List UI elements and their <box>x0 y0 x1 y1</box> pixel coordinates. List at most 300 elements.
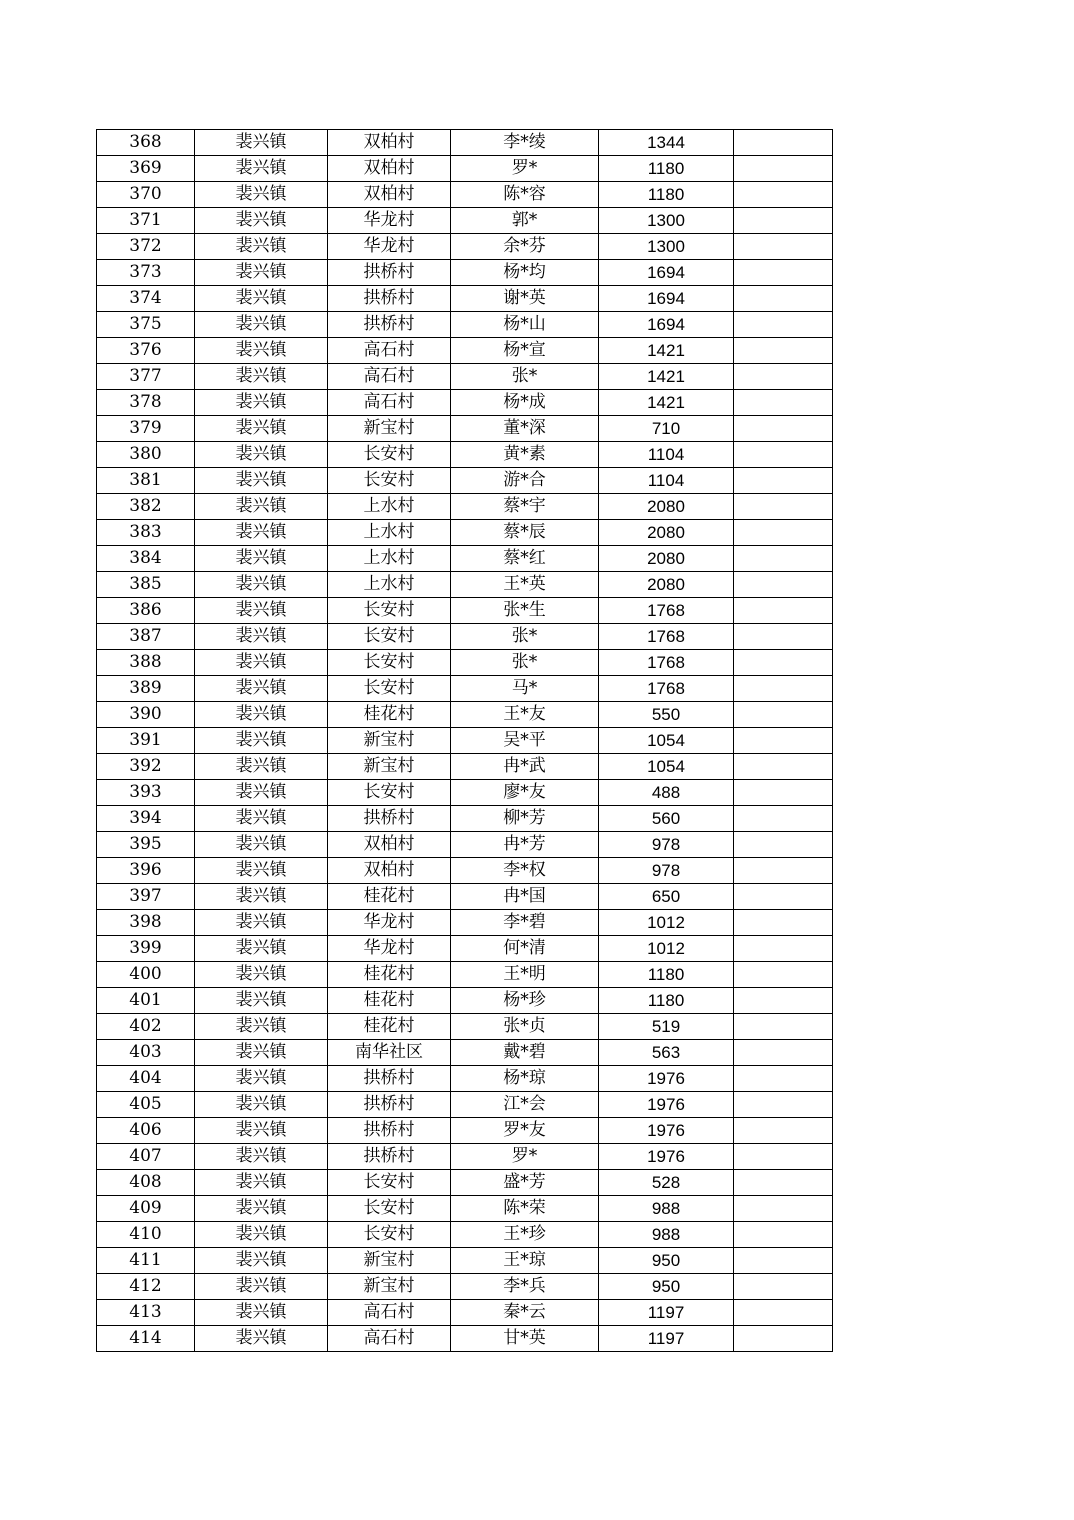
cell-serial-number: 386 <box>97 598 195 624</box>
cell-town: 裴兴镇 <box>195 676 328 702</box>
cell-serial-number: 378 <box>97 390 195 416</box>
cell-person-name: 廖*友 <box>451 780 599 806</box>
cell-note <box>734 1066 833 1092</box>
cell-person-name: 杨*成 <box>451 390 599 416</box>
cell-person-name: 柳*芳 <box>451 806 599 832</box>
cell-town: 裴兴镇 <box>195 182 328 208</box>
cell-note <box>734 858 833 884</box>
cell-amount: 988 <box>599 1222 734 1248</box>
cell-amount: 1421 <box>599 364 734 390</box>
cell-village: 拱桥村 <box>328 286 451 312</box>
table-row <box>97 1118 833 1144</box>
table-row <box>97 572 833 598</box>
cell-village: 高石村 <box>328 338 451 364</box>
cell-amount: 1768 <box>599 676 734 702</box>
cell-note <box>734 702 833 728</box>
cell-town: 裴兴镇 <box>195 832 328 858</box>
table-row <box>97 1066 833 1092</box>
cell-village: 长安村 <box>328 468 451 494</box>
cell-village: 新宝村 <box>328 728 451 754</box>
cell-serial-number: 384 <box>97 546 195 572</box>
cell-serial-number: 394 <box>97 806 195 832</box>
cell-amount: 1180 <box>599 962 734 988</box>
cell-serial-number: 377 <box>97 364 195 390</box>
cell-village: 拱桥村 <box>328 1118 451 1144</box>
cell-town: 裴兴镇 <box>195 468 328 494</box>
cell-serial-number: 368 <box>97 130 195 156</box>
cell-amount: 1104 <box>599 442 734 468</box>
table-row <box>97 624 833 650</box>
cell-note <box>734 832 833 858</box>
cell-person-name: 李*绫 <box>451 130 599 156</box>
cell-serial-number: 370 <box>97 182 195 208</box>
cell-person-name: 张*贞 <box>451 1014 599 1040</box>
cell-village: 高石村 <box>328 1326 451 1352</box>
cell-village: 高石村 <box>328 390 451 416</box>
table-row <box>97 546 833 572</box>
cell-town: 裴兴镇 <box>195 286 328 312</box>
table-row <box>97 1040 833 1066</box>
cell-amount: 1300 <box>599 234 734 260</box>
cell-village: 双柏村 <box>328 858 451 884</box>
cell-town: 裴兴镇 <box>195 1274 328 1300</box>
table-row <box>97 390 833 416</box>
cell-note <box>734 416 833 442</box>
cell-serial-number: 387 <box>97 624 195 650</box>
cell-note <box>734 884 833 910</box>
cell-amount: 950 <box>599 1274 734 1300</box>
table-row <box>97 1300 833 1326</box>
cell-village: 高石村 <box>328 364 451 390</box>
cell-serial-number: 385 <box>97 572 195 598</box>
cell-note <box>734 1300 833 1326</box>
table-row <box>97 1326 833 1352</box>
cell-village: 拱桥村 <box>328 1066 451 1092</box>
cell-note <box>734 442 833 468</box>
cell-village: 桂花村 <box>328 988 451 1014</box>
cell-person-name: 王*英 <box>451 572 599 598</box>
cell-note <box>734 676 833 702</box>
cell-town: 裴兴镇 <box>195 416 328 442</box>
cell-note <box>734 1274 833 1300</box>
table-row <box>97 208 833 234</box>
cell-note <box>734 1144 833 1170</box>
cell-village: 桂花村 <box>328 1014 451 1040</box>
cell-note <box>734 156 833 182</box>
cell-town: 裴兴镇 <box>195 1092 328 1118</box>
cell-person-name: 冉*国 <box>451 884 599 910</box>
cell-person-name: 李*权 <box>451 858 599 884</box>
table-row <box>97 884 833 910</box>
cell-town: 裴兴镇 <box>195 338 328 364</box>
table-row <box>97 338 833 364</box>
table-row <box>97 910 833 936</box>
table-row <box>97 182 833 208</box>
cell-town: 裴兴镇 <box>195 1014 328 1040</box>
cell-note <box>734 1222 833 1248</box>
cell-serial-number: 407 <box>97 1144 195 1170</box>
cell-serial-number: 412 <box>97 1274 195 1300</box>
cell-serial-number: 391 <box>97 728 195 754</box>
cell-town: 裴兴镇 <box>195 364 328 390</box>
cell-note <box>734 598 833 624</box>
cell-note <box>734 806 833 832</box>
cell-village: 双柏村 <box>328 182 451 208</box>
cell-person-name: 张* <box>451 624 599 650</box>
cell-town: 裴兴镇 <box>195 962 328 988</box>
cell-village: 拱桥村 <box>328 260 451 286</box>
table-row <box>97 416 833 442</box>
cell-serial-number: 403 <box>97 1040 195 1066</box>
cell-serial-number: 406 <box>97 1118 195 1144</box>
cell-person-name: 杨*宣 <box>451 338 599 364</box>
cell-serial-number: 402 <box>97 1014 195 1040</box>
cell-person-name: 谢*英 <box>451 286 599 312</box>
cell-serial-number: 401 <box>97 988 195 1014</box>
cell-amount: 528 <box>599 1170 734 1196</box>
cell-serial-number: 414 <box>97 1326 195 1352</box>
cell-person-name: 罗*友 <box>451 1118 599 1144</box>
cell-serial-number: 393 <box>97 780 195 806</box>
table-row <box>97 1222 833 1248</box>
cell-person-name: 张* <box>451 364 599 390</box>
cell-person-name: 郭* <box>451 208 599 234</box>
table-row <box>97 234 833 260</box>
cell-person-name: 王*琼 <box>451 1248 599 1274</box>
cell-village: 新宝村 <box>328 1274 451 1300</box>
cell-person-name: 罗* <box>451 156 599 182</box>
cell-town: 裴兴镇 <box>195 390 328 416</box>
cell-amount: 1054 <box>599 754 734 780</box>
cell-town: 裴兴镇 <box>195 312 328 338</box>
cell-village: 桂花村 <box>328 884 451 910</box>
cell-town: 裴兴镇 <box>195 546 328 572</box>
cell-town: 裴兴镇 <box>195 494 328 520</box>
cell-village: 高石村 <box>328 1300 451 1326</box>
cell-serial-number: 379 <box>97 416 195 442</box>
cell-amount: 1768 <box>599 624 734 650</box>
cell-village: 长安村 <box>328 598 451 624</box>
table-row <box>97 806 833 832</box>
cell-amount: 1768 <box>599 598 734 624</box>
cell-town: 裴兴镇 <box>195 884 328 910</box>
cell-person-name: 冉*芳 <box>451 832 599 858</box>
table-row <box>97 156 833 182</box>
table-row <box>97 1274 833 1300</box>
cell-village: 拱桥村 <box>328 806 451 832</box>
cell-serial-number: 398 <box>97 910 195 936</box>
cell-person-name: 马* <box>451 676 599 702</box>
cell-note <box>734 520 833 546</box>
table-row <box>97 1144 833 1170</box>
cell-village: 拱桥村 <box>328 1092 451 1118</box>
cell-town: 裴兴镇 <box>195 1066 328 1092</box>
cell-note <box>734 546 833 572</box>
cell-amount: 1976 <box>599 1092 734 1118</box>
cell-serial-number: 389 <box>97 676 195 702</box>
cell-amount: 1300 <box>599 208 734 234</box>
cell-town: 裴兴镇 <box>195 910 328 936</box>
cell-town: 裴兴镇 <box>195 598 328 624</box>
cell-person-name: 冉*武 <box>451 754 599 780</box>
cell-serial-number: 410 <box>97 1222 195 1248</box>
cell-note <box>734 988 833 1014</box>
cell-person-name: 江*会 <box>451 1092 599 1118</box>
table-row <box>97 754 833 780</box>
cell-village: 长安村 <box>328 624 451 650</box>
cell-amount: 1976 <box>599 1118 734 1144</box>
cell-amount: 563 <box>599 1040 734 1066</box>
cell-town: 裴兴镇 <box>195 1040 328 1066</box>
cell-person-name: 蔡*辰 <box>451 520 599 546</box>
cell-town: 裴兴镇 <box>195 1170 328 1196</box>
table-row <box>97 468 833 494</box>
cell-village: 拱桥村 <box>328 1144 451 1170</box>
table-row <box>97 832 833 858</box>
cell-amount: 1768 <box>599 650 734 676</box>
table-row <box>97 286 833 312</box>
cell-village: 双柏村 <box>328 130 451 156</box>
cell-note <box>734 1040 833 1066</box>
table-row <box>97 312 833 338</box>
cell-note <box>734 910 833 936</box>
cell-town: 裴兴镇 <box>195 260 328 286</box>
cell-person-name: 陈*荣 <box>451 1196 599 1222</box>
cell-person-name: 王*珍 <box>451 1222 599 1248</box>
cell-town: 裴兴镇 <box>195 572 328 598</box>
table-row <box>97 520 833 546</box>
table-row <box>97 598 833 624</box>
table-row <box>97 650 833 676</box>
cell-serial-number: 373 <box>97 260 195 286</box>
cell-note <box>734 780 833 806</box>
table-row <box>97 728 833 754</box>
table-row <box>97 442 833 468</box>
cell-town: 裴兴镇 <box>195 754 328 780</box>
cell-person-name: 吴*平 <box>451 728 599 754</box>
cell-person-name: 董*深 <box>451 416 599 442</box>
cell-amount: 1012 <box>599 936 734 962</box>
cell-serial-number: 376 <box>97 338 195 364</box>
cell-amount: 1976 <box>599 1066 734 1092</box>
cell-village: 桂花村 <box>328 702 451 728</box>
cell-note <box>734 338 833 364</box>
cell-village: 上水村 <box>328 546 451 572</box>
cell-amount: 1421 <box>599 338 734 364</box>
cell-person-name: 甘*英 <box>451 1326 599 1352</box>
cell-person-name: 王*明 <box>451 962 599 988</box>
cell-town: 裴兴镇 <box>195 780 328 806</box>
cell-note <box>734 1248 833 1274</box>
cell-amount: 519 <box>599 1014 734 1040</box>
table-row <box>97 962 833 988</box>
cell-amount: 550 <box>599 702 734 728</box>
table-row <box>97 494 833 520</box>
cell-serial-number: 369 <box>97 156 195 182</box>
data-table <box>96 129 833 1352</box>
cell-village: 拱桥村 <box>328 312 451 338</box>
cell-town: 裴兴镇 <box>195 130 328 156</box>
cell-note <box>734 1118 833 1144</box>
cell-person-name: 李*碧 <box>451 910 599 936</box>
table-row <box>97 1196 833 1222</box>
cell-amount: 710 <box>599 416 734 442</box>
cell-person-name: 盛*芳 <box>451 1170 599 1196</box>
cell-amount: 1054 <box>599 728 734 754</box>
cell-town: 裴兴镇 <box>195 156 328 182</box>
cell-amount: 1012 <box>599 910 734 936</box>
cell-town: 裴兴镇 <box>195 520 328 546</box>
cell-town: 裴兴镇 <box>195 1118 328 1144</box>
cell-amount: 1180 <box>599 156 734 182</box>
cell-note <box>734 936 833 962</box>
cell-village: 南华社区 <box>328 1040 451 1066</box>
cell-person-name: 蔡*红 <box>451 546 599 572</box>
cell-serial-number: 372 <box>97 234 195 260</box>
cell-village: 新宝村 <box>328 416 451 442</box>
cell-town: 裴兴镇 <box>195 624 328 650</box>
cell-note <box>734 624 833 650</box>
table-row <box>97 936 833 962</box>
cell-note <box>734 182 833 208</box>
cell-serial-number: 380 <box>97 442 195 468</box>
cell-serial-number: 397 <box>97 884 195 910</box>
cell-village: 长安村 <box>328 1196 451 1222</box>
cell-person-name: 陈*容 <box>451 182 599 208</box>
data-table-container <box>96 129 833 1352</box>
cell-serial-number: 400 <box>97 962 195 988</box>
cell-amount: 1344 <box>599 130 734 156</box>
cell-note <box>734 364 833 390</box>
cell-amount: 1694 <box>599 286 734 312</box>
cell-amount: 488 <box>599 780 734 806</box>
cell-village: 长安村 <box>328 1170 451 1196</box>
cell-town: 裴兴镇 <box>195 1300 328 1326</box>
cell-person-name: 张*生 <box>451 598 599 624</box>
table-row <box>97 702 833 728</box>
table-row <box>97 1014 833 1040</box>
cell-note <box>734 572 833 598</box>
cell-amount: 2080 <box>599 572 734 598</box>
cell-serial-number: 408 <box>97 1170 195 1196</box>
cell-note <box>734 1196 833 1222</box>
cell-note <box>734 234 833 260</box>
cell-person-name: 王*友 <box>451 702 599 728</box>
cell-person-name: 余*芬 <box>451 234 599 260</box>
cell-serial-number: 409 <box>97 1196 195 1222</box>
cell-note <box>734 1092 833 1118</box>
cell-person-name: 游*合 <box>451 468 599 494</box>
cell-serial-number: 392 <box>97 754 195 780</box>
cell-village: 新宝村 <box>328 754 451 780</box>
cell-serial-number: 405 <box>97 1092 195 1118</box>
table-row <box>97 1170 833 1196</box>
cell-note <box>734 208 833 234</box>
cell-serial-number: 396 <box>97 858 195 884</box>
cell-amount: 560 <box>599 806 734 832</box>
cell-village: 双柏村 <box>328 156 451 182</box>
cell-village: 长安村 <box>328 442 451 468</box>
cell-serial-number: 382 <box>97 494 195 520</box>
cell-serial-number: 404 <box>97 1066 195 1092</box>
cell-amount: 1197 <box>599 1300 734 1326</box>
cell-amount: 1180 <box>599 182 734 208</box>
cell-serial-number: 395 <box>97 832 195 858</box>
cell-village: 华龙村 <box>328 208 451 234</box>
cell-serial-number: 371 <box>97 208 195 234</box>
cell-village: 长安村 <box>328 780 451 806</box>
cell-note <box>734 1170 833 1196</box>
cell-serial-number: 390 <box>97 702 195 728</box>
cell-town: 裴兴镇 <box>195 858 328 884</box>
cell-village: 新宝村 <box>328 1248 451 1274</box>
cell-amount: 2080 <box>599 520 734 546</box>
cell-note <box>734 962 833 988</box>
table-row <box>97 780 833 806</box>
cell-amount: 2080 <box>599 546 734 572</box>
cell-note <box>734 312 833 338</box>
cell-serial-number: 388 <box>97 650 195 676</box>
table-row <box>97 1248 833 1274</box>
cell-person-name: 杨*珍 <box>451 988 599 1014</box>
cell-amount: 978 <box>599 858 734 884</box>
cell-note <box>734 754 833 780</box>
cell-town: 裴兴镇 <box>195 1144 328 1170</box>
cell-town: 裴兴镇 <box>195 234 328 260</box>
cell-note <box>734 286 833 312</box>
cell-town: 裴兴镇 <box>195 208 328 234</box>
cell-town: 裴兴镇 <box>195 728 328 754</box>
cell-amount: 1104 <box>599 468 734 494</box>
table-body <box>97 130 833 1352</box>
cell-note <box>734 1014 833 1040</box>
cell-village: 上水村 <box>328 520 451 546</box>
cell-amount: 1180 <box>599 988 734 1014</box>
cell-village: 华龙村 <box>328 234 451 260</box>
cell-person-name: 罗* <box>451 1144 599 1170</box>
cell-person-name: 秦*云 <box>451 1300 599 1326</box>
cell-amount: 1421 <box>599 390 734 416</box>
cell-town: 裴兴镇 <box>195 702 328 728</box>
cell-serial-number: 383 <box>97 520 195 546</box>
cell-amount: 650 <box>599 884 734 910</box>
cell-village: 双柏村 <box>328 832 451 858</box>
cell-amount: 1694 <box>599 260 734 286</box>
cell-town: 裴兴镇 <box>195 650 328 676</box>
cell-note <box>734 728 833 754</box>
cell-note <box>734 260 833 286</box>
cell-amount: 950 <box>599 1248 734 1274</box>
cell-town: 裴兴镇 <box>195 988 328 1014</box>
cell-amount: 1197 <box>599 1326 734 1352</box>
cell-town: 裴兴镇 <box>195 442 328 468</box>
cell-village: 长安村 <box>328 676 451 702</box>
cell-note <box>734 650 833 676</box>
cell-note <box>734 390 833 416</box>
cell-town: 裴兴镇 <box>195 1326 328 1352</box>
cell-note <box>734 130 833 156</box>
cell-serial-number: 375 <box>97 312 195 338</box>
cell-village: 上水村 <box>328 572 451 598</box>
cell-person-name: 张* <box>451 650 599 676</box>
cell-person-name: 戴*碧 <box>451 1040 599 1066</box>
cell-note <box>734 1326 833 1352</box>
table-row <box>97 130 833 156</box>
cell-serial-number: 399 <box>97 936 195 962</box>
table-row <box>97 1092 833 1118</box>
cell-town: 裴兴镇 <box>195 1222 328 1248</box>
cell-serial-number: 374 <box>97 286 195 312</box>
